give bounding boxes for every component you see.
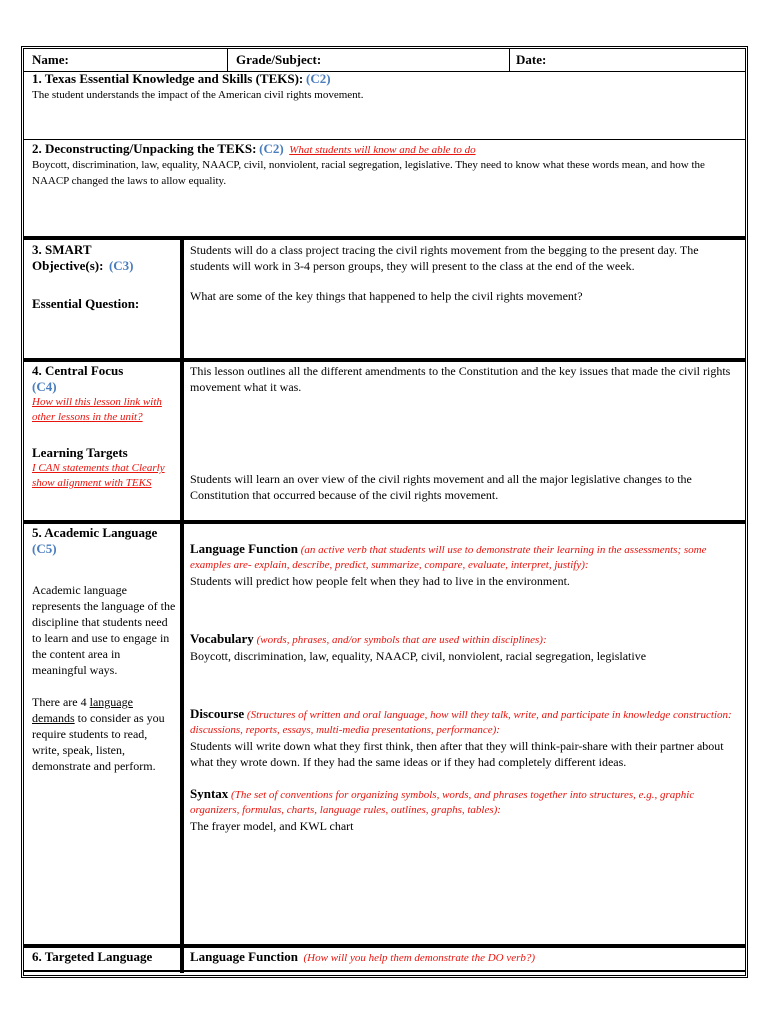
divider-3 [24,358,745,362]
central-focus-title: 4. Central Focus [32,363,124,378]
section-academic-language-left [32,525,177,774]
discourse-text: Students will write down what they first think, then after that they will think-pair-share with their partner about what they wrote down. If they had the same ideas or if they had completely different ideas. [190,739,724,769]
section-targeted-language-left [32,949,177,965]
academic-language-desc: Academic language represents the language of the discipline that students need to learn and use to engage in the content area in meaningful ways. [32,583,176,677]
divider-2 [24,236,745,240]
teks-title: 1. Texas Essential Knowledge and Skills (TEKS): [32,71,304,86]
section-smart-left [32,242,177,312]
smart-title-2: Objective(s): [32,258,104,273]
deconstructing-title: 2. Deconstructing/Unpacking the TEKS: [32,141,257,156]
grade-subject-label: Grade/Subject: [236,52,322,67]
central-focus-text: This lesson outlines all the different amendments to the Constitution and the key issues that made the civil rights movement what it was. [190,364,731,394]
syntax-block: Syntax (The set of conventions for organizing symbols, words, and phrases together into structures, e.g., graphic organizers, formulas, charts, language rules, outlines, graphs, tables): [190,786,695,816]
lesson-plan-form [21,46,748,978]
divider-1 [24,139,745,140]
divider-5 [24,944,745,948]
smart-text: Students will do a class project tracing the civil rights movement from the begging to the present day. The students will work in 3-4 person groups, they will present to the class at the end of the week. [190,243,699,273]
header-row [24,49,745,72]
section-smart-right [190,242,735,304]
targeted-language-function-hint: (How will you help them demonstrate the DO verb?) [303,952,536,964]
section-central-focus-left [32,363,172,491]
teks-text: The student understands the impact of the American civil rights movement. [32,89,364,101]
name-label: Name: [32,52,69,67]
vocabulary-text: Boycott, discrimination, law, equality, NAACP, civil, nonviolent, racial segregation, legislative [190,649,647,663]
divider-4 [24,520,745,524]
language-function-block: Language Function (an active verb that students will use to demonstrate their learning in the assessments; some examples are- explain, describe, predict, summarize, compare, evaluate, interpret, justify): [190,541,707,571]
syntax-text: The frayer model, and KWL chart [190,819,354,833]
language-demands-desc: There are 4 language demands to consider as you require students to read, write, speak, listen, demonstrate and perform. [32,695,165,773]
targeted-language-function-label: Language Function [190,949,298,964]
language-function-text: Students will predict how people felt when they had to live in the environment. [190,574,570,588]
header-divider-1 [227,49,228,71]
deconstructing-text: Boycott, discrimination, law, equality, NAACP, civil, nonviolent, racial segregation, legislative. They need to know what these words mean, and how the NAACP changed the laws to allow equality. [32,159,705,187]
section-targeted-language-right [190,949,735,965]
discourse-block: Discourse (Structures of written and oral language, how will they talk, write, and participate in knowledge construction: discussions, reports, essays, multi-media presentations, performance): [190,706,732,736]
smart-code: (C3) [108,258,134,273]
learning-targets-label: Learning Targets [32,445,128,460]
central-focus-hint: How will this lesson link with other lessons in the unit? [32,396,162,423]
essential-question-label: Essential Question: [32,296,140,311]
vocabulary-block: Vocabulary (words, phrases, and/or symbols that are used within disciplines): [190,631,547,646]
deconstructing-hint: What students will know and be able to do [289,144,476,156]
section-central-focus-right [190,363,735,502]
section-deconstructing [32,141,737,189]
section-teks [32,71,737,103]
learning-targets-hint: I CAN statements that Clearly show alignment with TEKS [32,462,165,489]
learning-targets-text: Students will learn an over view of the civil rights movement and all the major legislative changes to the Constitution that occurred because of the civil rights movement. [190,472,692,502]
deconstructing-code: (C2) [259,141,284,156]
section-academic-language-right [190,525,738,834]
date-label: Date: [516,52,547,67]
central-focus-code: (C4) [32,379,57,394]
targeted-language-title: 6. Targeted Language [32,949,153,964]
academic-language-code: (C5) [32,541,57,556]
header-divider-2 [509,49,510,71]
smart-title: 3. SMART [32,242,92,257]
divider-6 [24,970,745,972]
essential-question-text: What are some of the key things that happened to help the civil rights movement? [190,289,583,303]
teks-code: (C2) [306,71,331,86]
academic-language-title: 5. Academic Language [32,525,158,540]
column-divider [180,240,184,973]
